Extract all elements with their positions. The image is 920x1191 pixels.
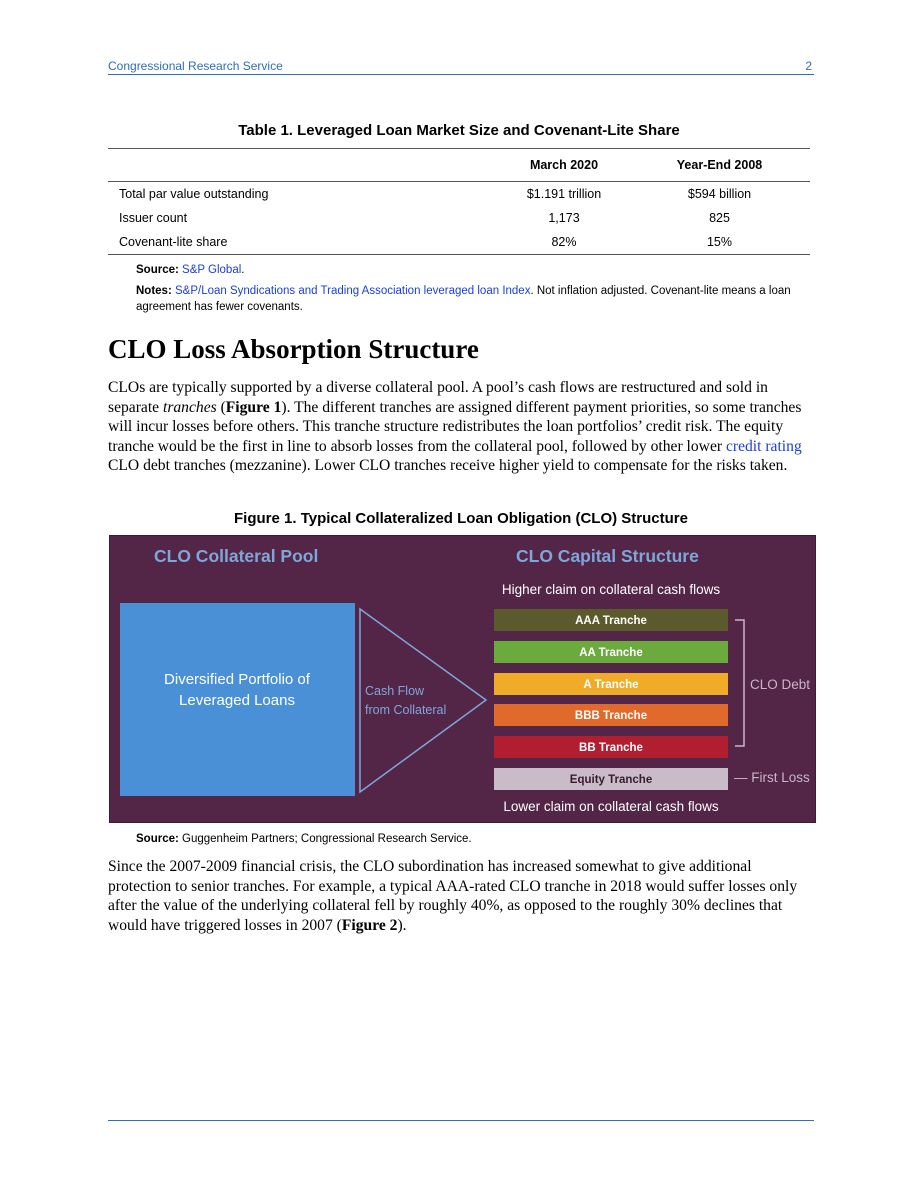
- sp-global-link[interactable]: S&P Global: [182, 264, 242, 276]
- cell-march-2020: $1.191 trillion: [526, 187, 602, 201]
- lsta-index-link[interactable]: S&P/Loan Syndications and Trading Association leveraged loan Index: [174, 285, 531, 297]
- row-label: Covenant-lite share: [108, 230, 499, 255]
- cell-march-2020: 82%: [499, 230, 629, 255]
- figure-1-ref: Figure 1: [225, 398, 282, 416]
- section-heading: CLO Loss Absorption Structure: [108, 334, 479, 364]
- tranche-label-a: A Tranche: [583, 679, 639, 691]
- cash-flow-funnel: [360, 609, 486, 792]
- row-label: Issuer count: [119, 211, 188, 225]
- intro-paragraph: [108, 378, 818, 476]
- tranche-label-bb: BB Tranche: [579, 742, 643, 754]
- credit-rating-link[interactable]: credit rating: [725, 437, 802, 455]
- tranches-term: tranches: [162, 398, 217, 416]
- tranche-label-bbb: BBB Tranche: [574, 710, 648, 722]
- figure-source: [136, 831, 816, 847]
- figure-title: Figure 1. Typical Collateralized Loan Obligation (CLO) Structure: [234, 510, 688, 527]
- p1-text-b: (: [216, 398, 226, 416]
- pool-heading: CLO Collateral Pool: [154, 546, 319, 566]
- cell-march-2020: 1,173: [548, 211, 580, 225]
- table-title: Table 1. Leveraged Loan Market Size and Covenant-Lite Share: [238, 122, 680, 139]
- table-row: [108, 182, 810, 207]
- p2-text-b: ).: [397, 916, 407, 934]
- page-header: [108, 58, 814, 75]
- clo-debt-bracket: [735, 620, 744, 746]
- tranche-label-equity: Equity Tranche: [569, 774, 653, 786]
- figure-2-ref: Figure 2: [341, 916, 398, 934]
- lower-claim-label: Lower claim on collateral cash flows: [503, 799, 719, 814]
- higher-claim-label: Higher claim on collateral cash flows: [501, 582, 721, 597]
- portfolio-line-1: Diversified Portfolio of: [164, 671, 310, 688]
- row-label: Total par value outstanding: [119, 187, 269, 201]
- notes-label: Notes:: [136, 285, 172, 297]
- tranche-label-aa: AA Tranche: [579, 647, 643, 659]
- clo-structure-figure: [109, 535, 816, 823]
- subordination-paragraph: [108, 857, 818, 935]
- cashflow-line-2: from Collateral: [365, 703, 447, 717]
- figure-source-label: Source:: [136, 833, 179, 845]
- table-header-row: [108, 149, 810, 182]
- cell-year-end-2008: 825: [709, 211, 730, 225]
- column-header: March 2020: [499, 149, 629, 182]
- portfolio-line-2: Leveraged Loans: [179, 692, 295, 709]
- leveraged-loan-table: [108, 148, 810, 255]
- p1-text-c: ). The different tranches are assigned different payment priorities, so some tranches will incur losses before others. This tranche structure redistributes the loan portfolios’ credit risk. The equity tranche would be the first in line to absorb losses from the collateral pool, followed by other lower: [108, 398, 802, 455]
- source-end: .: [241, 264, 245, 276]
- column-header: [108, 149, 499, 182]
- source-label: Source:: [136, 264, 179, 276]
- column-header: Year-End 2008: [629, 149, 810, 182]
- first-loss-label: — First Loss: [734, 770, 810, 785]
- notes-text: . Not inflation adjusted. Covenant-lite means a loan agreement has fewer covenants.: [136, 285, 791, 313]
- cashflow-line-1: Cash Flow: [365, 684, 425, 698]
- cell-year-end-2008: $594 billion: [687, 187, 752, 201]
- tranche-label-aaa: AAA Tranche: [575, 615, 647, 627]
- clo-debt-label: CLO Debt: [750, 677, 811, 692]
- header-org: Congressional Research Service: [108, 59, 283, 73]
- p2-text-a: Since the 2007-2009 financial crisis, the CLO subordination has increased somewhat to give additional protection to senior tranches. For example, a typical AAA-rated CLO tranche in 2018 would suffer losses only after the value of the underlying collateral fell by roughly 40%, as opposed to the roughly 30% declines that would have triggered losses in 2007 (: [108, 858, 798, 934]
- clo-structure-diagram: [110, 536, 815, 822]
- footer-rule: [108, 1120, 814, 1121]
- capital-heading: CLO Capital Structure: [516, 546, 699, 566]
- p1-text-a: CLOs are typically supported by a diverse collateral pool. A pool’s cash flows are restructured and sold in separate: [108, 379, 768, 416]
- tranche-stack: [494, 609, 728, 790]
- table-source: [136, 262, 816, 278]
- figure-source-text: Guggenheim Partners; Congressional Research Service.: [182, 833, 472, 845]
- page-number: 2: [805, 59, 812, 73]
- table-row: [108, 230, 810, 255]
- p1-text-d: CLO debt tranches (mezzanine). Lower CLO tranches receive higher yield to compensate for the risks taken.: [108, 457, 788, 474]
- table-notes: [136, 283, 816, 315]
- cell-year-end-2008: 15%: [629, 230, 810, 255]
- table-row: [108, 206, 810, 230]
